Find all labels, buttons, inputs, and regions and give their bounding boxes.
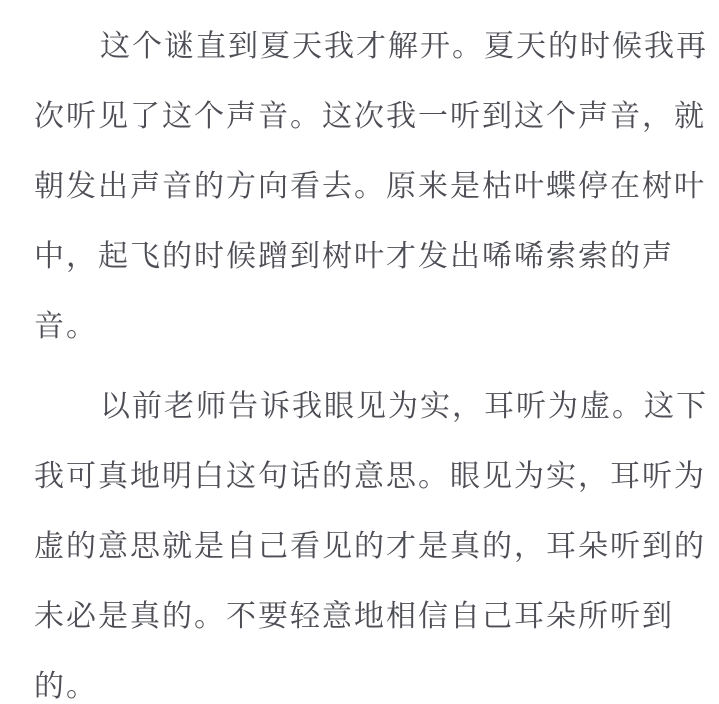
text-line: 以前老师告诉我眼见为实，耳听为虚。这下 (100, 389, 708, 424)
text-line: 音。 (34, 309, 98, 344)
text-line: 的。 (34, 669, 98, 704)
text-line: 次听见了这个声音。这次我一听到这个声音，就 (34, 99, 706, 134)
paragraph (34, 372, 708, 704)
text-line: 我可真地明白这句话的意思。眼见为实，耳听为 (34, 459, 706, 494)
text-line: 朝发出声音的方向看去。原来是枯叶蝶停在树叶 (34, 169, 706, 204)
text-line: 虚的意思就是自己看见的才是真的，耳朵听到的 (34, 529, 706, 564)
paragraph (34, 12, 708, 362)
text-line: 中，起飞的时候蹭到树叶才发出唏唏索索的声 (34, 239, 674, 274)
text-line: 这个谜直到夏天我才解开。夏天的时候我再 (100, 29, 708, 64)
text-line: 未必是真的。不要轻意地相信自己耳朵所听到 (34, 599, 674, 634)
essay-text-block (34, 12, 708, 704)
